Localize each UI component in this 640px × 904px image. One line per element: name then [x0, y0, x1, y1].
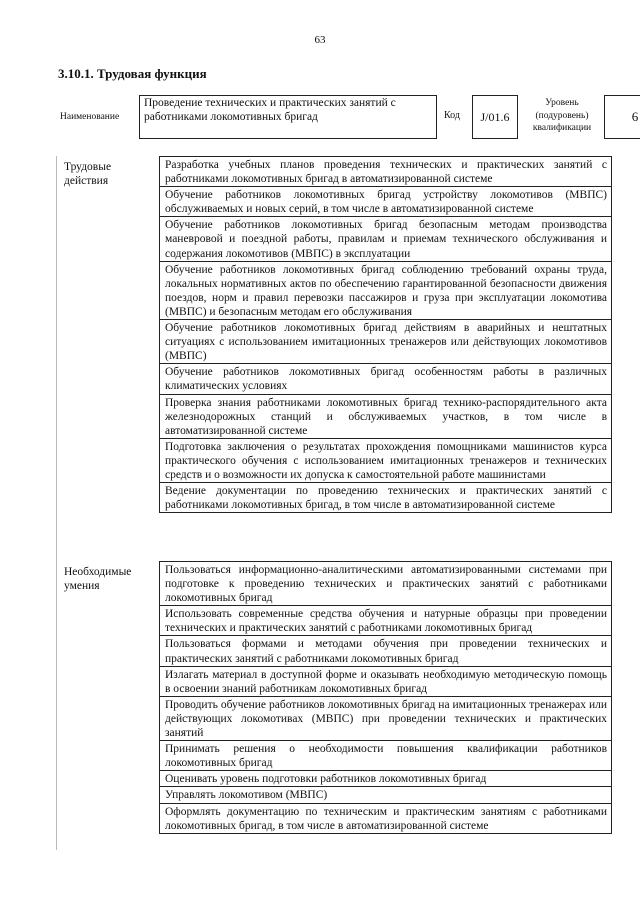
- labor-action-item: Обучение работников локомотивных бригад особенностям работы в различных климатических условиях: [160, 363, 611, 393]
- code-label: Код: [444, 110, 460, 121]
- skill-item: Пользоваться информационно-аналитическими автоматизированными системами при подготовке к проведению технических и практических занятий с работниками локомотивных бригад: [160, 561, 611, 605]
- labor-action-item: Подготовка заключения о результатах прохождения помощниками машинистов курса практического обучения с использованием имитационных тренажеров и технических средств и о возможности их допуска к самостоятельной работе машинистами: [160, 438, 611, 482]
- page-number: 63: [314, 34, 326, 46]
- skill-item: Управлять локомотивом (МВПС): [160, 786, 611, 802]
- skill-item: Оценивать уровень подготовки работников локомотивных бригад: [160, 770, 611, 786]
- labor-action-item: Обучение работников локомотивных бригад действиям в аварийных и нештатных ситуациях с использованием имитационных тренажеров или действующих локомотивов (МВПС): [160, 319, 611, 363]
- code-value: J/01.6: [472, 95, 518, 139]
- required-skills-group: [56, 561, 612, 850]
- left-rule: [56, 156, 57, 561]
- skill-item: Принимать решения о необходимости повышения квалификации работников локомотивных бригад: [160, 740, 611, 770]
- skill-item: Оформлять документацию по техническим и практическим занятиям с работниками локомотивных бригад, в том числе в автоматизированной системе: [160, 803, 611, 834]
- labor-actions-label: Трудовые действия: [64, 161, 112, 187]
- labor-action-item: Обучение работников локомотивных бригад устройству локомотивов (МВПС) обслуживаемых и новых серий, в том числе в автоматизированной системе: [160, 186, 611, 216]
- labor-action-item: Проверка знания работниками локомотивных бригад технико-распорядительного акта железнодорожных станций и обслуживаемых участков, в том числе в автоматизированной системе: [160, 394, 611, 438]
- name-label: Наименование: [60, 112, 120, 122]
- labor-action-item: Ведение документации по проведению технических и практических занятий с работниками локомотивных бригад, в том числе в автоматизированной системе: [160, 482, 611, 513]
- function-name-value: Проведение технических и практических занятий с работниками локомотивных бригад: [139, 95, 437, 139]
- labor-action-item: Обучение работников локомотивных бригад безопасным методам производства маневровой и поездной работы, правилам и приемам технического обслуживания и содержания локомотивов (МВПС) в эксплуатации: [160, 216, 611, 260]
- required-skills-list: [159, 561, 612, 834]
- section-title: 3.10.1. Трудовая функция: [58, 66, 207, 81]
- labor-action-item: Разработка учебных планов проведения технических и практических занятий с работниками локомотивных бригад в автоматизированной системе: [160, 156, 611, 186]
- function-header-row: [56, 95, 639, 139]
- labor-action-item: Обучение работников локомотивных бригад соблюдению требований охраны труда, локальных нормативных актов по обеспечению гарантированной безопасности движения поездов, норм и правил перевозки пассажиров и груза при эксплуатации локомотива (МВПС) и безопасным методам его обслуживания: [160, 261, 611, 319]
- skill-item: Проводить обучение работников локомотивных бригад на имитационных тренажерах или действующих локомотивах (МВПС) при проведении технических и практических занятий: [160, 696, 611, 740]
- required-skills-label: Необходимые умения: [64, 566, 132, 592]
- qualification-level-value: 6: [604, 95, 640, 139]
- labor-actions-list: [159, 156, 612, 513]
- left-rule: [56, 561, 57, 850]
- skill-item: Использовать современные средства обучения и натурные образцы при проведении технических и практических занятий с работниками локомотивных бригад: [160, 605, 611, 635]
- qualification-level-label: Уровень (подуровень) квалификации: [532, 98, 592, 133]
- labor-actions-group: [56, 156, 612, 561]
- skill-item: Пользоваться формами и методами обучения при проведении технических и практических занятий с работниками локомотивных бригад: [160, 635, 611, 665]
- skill-item: Излагать материал в доступной форме и оказывать необходимую методическую помощь в освоении знаний работникам локомотивных бригад: [160, 666, 611, 696]
